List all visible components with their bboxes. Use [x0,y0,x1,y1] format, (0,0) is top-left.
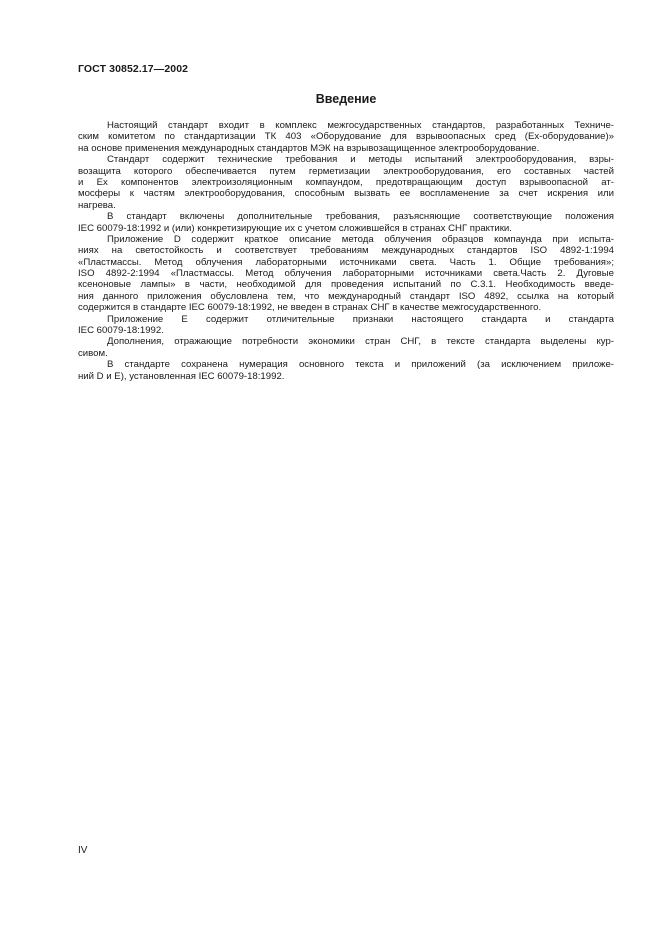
text-line: Приложение Е содержит отличительные признаки настоящего стандарта и стандарта [107,313,614,325]
paragraph [78,154,614,211]
text-line: ксеноновые лампы» в части, необходимой для проведения испытаний по С.3.1. Необходимость введе- [78,279,614,291]
text-line: Дополнения, отражающие потребности экономики стран СНГ, в тексте стандарта выделены кур- [107,336,614,348]
text-line: В стандарте сохранена нумерация основного текста и приложений (за исключением приложе- [107,359,614,371]
paragraph [78,211,614,234]
section-title: Введение [315,92,377,106]
text-line: Настоящий стандарт входит в комплекс межгосударственных стандартов, разработанных Техниче- [107,120,614,131]
paragraph [78,120,614,154]
text-line: на основе применения международных стандартов МЭК на взрывозащищенное электрооборудование. [78,142,540,154]
paragraph [78,314,614,337]
paragraph [78,234,614,314]
text-line: Приложение D содержит краткое описание метода облучения образцов компаунда при испыта- [107,233,614,245]
text-line: нагрева. [78,199,116,211]
text-line: ниях на светостойкость и соответствует требованиям международных стандартов ISO 4892-1:1994 [78,245,614,257]
paragraph [78,359,614,382]
text-line: ний D и Е), установленная IEC 60079-18:1992. [78,370,285,382]
document-code: ГОСТ 30852.17—2002 [78,63,189,75]
text-line: В стандарт включены дополнительные требования, разъясняющие соответствующие положения [107,211,614,223]
text-line: «Пластмассы. Метод облучения лабораторными источниками света. Часть 1. Общие требования»; [78,256,614,268]
text-line: IEC 60079-18:1992. [78,325,164,337]
text-line: IEC 60079-18:1992 и (или) конкретизирующие их с учетом сложившейся в странах СНГ практики. [78,222,512,234]
text-line: ским комитетом по стандартизации ТК 403 «Оборудование для взрывоопасных сред (Ех-оборудование)» [78,131,614,143]
paragraph [78,336,614,359]
introduction-body [78,120,614,382]
text-line: сивом. [78,347,108,359]
text-line: и Ех компонентов электроизоляционным компаундом, предотвращающим доступ взрывоопасной ат- [78,176,614,188]
text-line: Стандарт содержит технические требования и методы испытаний электрооборудования, взры- [107,154,614,166]
page-number: IV [78,845,88,856]
text-line: содержится в стандарте IEC 60079-18:1992, не введен в странах СНГ в качестве межгосударственного. [78,302,542,314]
text-line: мосферы к частям электрооборудования, способным вызвать ее воспламенение за счет искрения или [78,188,614,200]
text-line: возащита которого обеспечивается путем герметизации электрооборудования, его составных частей [78,165,614,177]
text-line: ния данного приложения обусловлена тем, что международный стандарт ISO 4892, ссылка на который [78,290,614,302]
text-line: ISO 4892-2:1994 «Пластмассы. Метод облучения лабораторными источниками света.Часть 2. Дуговые [78,268,614,280]
